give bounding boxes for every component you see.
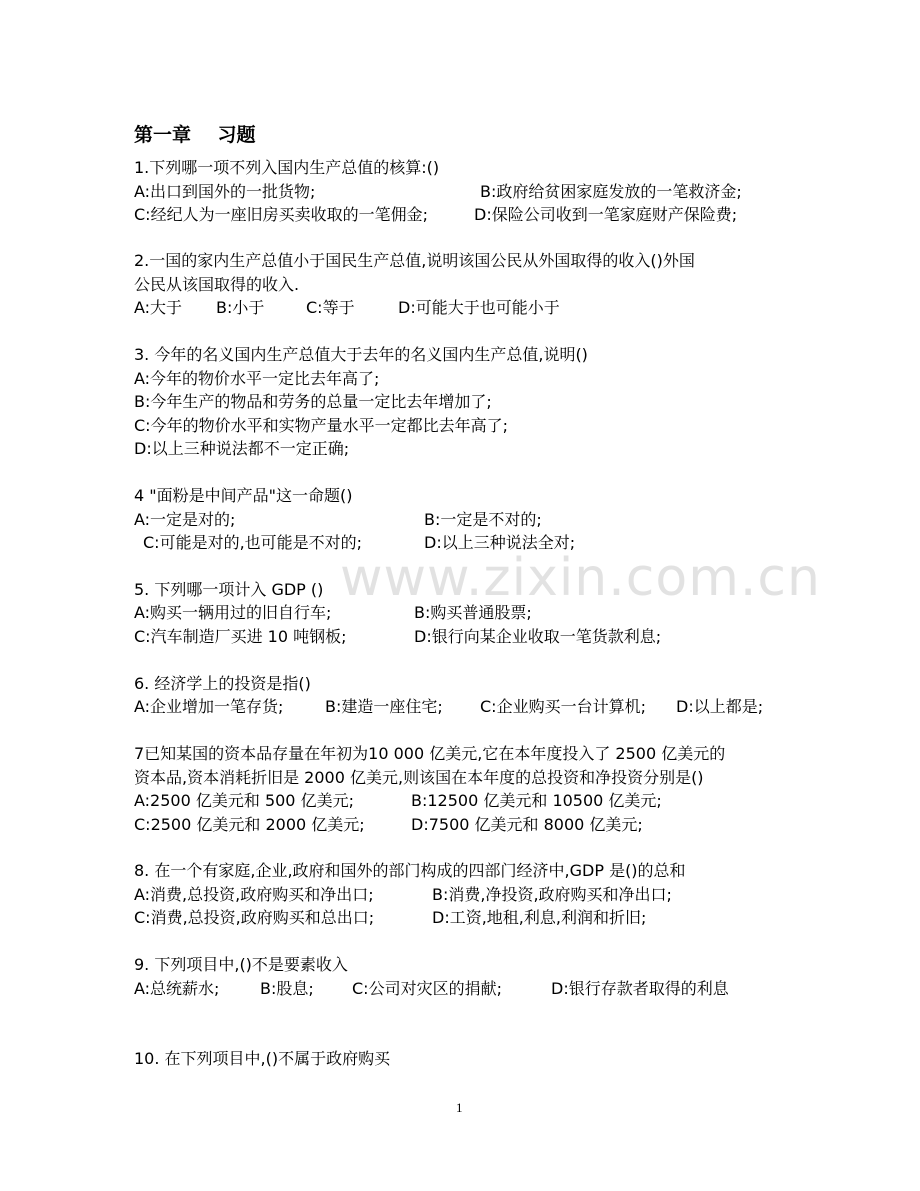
question-2-stem-line-1: 2.一国的家内生产总值小于国民生产总值,说明该国公民从外国取得的收入()外国 — [134, 251, 695, 270]
question-5-option-c: C:汽车制造厂买进 10 吨钢板; — [134, 627, 347, 646]
watermark: www.zixin.com.cn — [340, 548, 821, 608]
question-5-stem: 5. 下列哪一项计入 GDP () — [134, 580, 324, 599]
question-4-option-a: A:一定是对的; — [134, 510, 236, 529]
question-3-option-c: C:今年的物价水平和实物产量水平一定都比去年高了; — [134, 416, 508, 435]
question-1-option-c: C:经纪人为一座旧房买卖收取的一笔佣金; — [134, 205, 428, 224]
question-8-option-d: D:工资,地租,利息,利润和折旧; — [432, 908, 647, 927]
question-5-option-a: A:购买一辆用过的旧自行车; — [134, 603, 332, 622]
question-8-option-c: C:消费,总投资,政府购买和总出口; — [134, 908, 375, 927]
question-9-stem: 9. 下列项目中,()不是要素收入 — [134, 955, 348, 974]
question-2-option-a: A:大于 — [134, 298, 183, 317]
question-4-option-b: B:一定是不对的; — [424, 510, 542, 529]
question-2-option-b: B:小于 — [216, 298, 265, 317]
question-5-option-d: D:银行向某企业收取一笔货款利息; — [414, 627, 662, 646]
question-2-option-d: D:可能大于也可能小于 — [398, 298, 560, 317]
page-number: 1 — [456, 1100, 463, 1115]
question-1-option-a: A:出口到国外的一批货物; — [134, 182, 316, 201]
question-3-stem: 3. 今年的名义国内生产总值大于去年的名义国内生产总值,说明() — [134, 345, 588, 364]
question-7-option-a: A:2500 亿美元和 500 亿美元; — [134, 791, 354, 810]
question-7-stem-line-1: 7已知某国的资本品存量在年初为10 000 亿美元,它在本年度投入了 2500 亿美元的 — [134, 744, 726, 763]
question-7-option-c: C:2500 亿美元和 2000 亿美元; — [134, 815, 365, 834]
question-8-option-a: A:消费,总投资,政府购买和净出口; — [134, 885, 374, 904]
question-5-option-b: B:购买普通股票; — [414, 603, 532, 622]
question-9-option-a: A:总统薪水; — [134, 979, 220, 998]
question-3-option-a: A:今年的物价水平一定比去年高了; — [134, 369, 380, 388]
question-3-option-d: D:以上三种说法都不一定正确; — [134, 439, 350, 458]
question-7-stem-line-2: 资本品,资本消耗折旧是 2000 亿美元,则该国在本年度的总投资和净投资分别是() — [134, 768, 704, 787]
question-7-option-b: B:12500 亿美元和 10500 亿美元; — [411, 791, 662, 810]
question-6-option-a: A:企业增加一笔存货; — [134, 697, 284, 716]
question-9-option-c: C:公司对灾区的捐献; — [352, 979, 502, 998]
question-1-option-b: B:政府给贫困家庭发放的一笔救济金; — [480, 182, 742, 201]
question-4-option-d: D:以上三种说法全对; — [424, 533, 576, 552]
question-4-option-c: C:可能是对的,也可能是不对的; — [143, 533, 363, 552]
question-7-option-d: D:7500 亿美元和 8000 亿美元; — [411, 815, 643, 834]
question-9-option-d: D:银行存款者取得的利息 — [551, 979, 729, 998]
chapter-title: 第一章 习题 — [134, 124, 256, 146]
question-10-stem: 10. 在下列项目中,()不属于政府购买 — [134, 1049, 391, 1068]
question-6-option-d: D:以上都是; — [676, 697, 764, 716]
question-8-option-b: B:消费,净投资,政府购买和净出口; — [432, 885, 672, 904]
question-6-option-c: C:企业购买一台计算机; — [480, 697, 646, 716]
question-6-option-b: B:建造一座住宅; — [325, 697, 443, 716]
question-6-stem: 6. 经济学上的投资是指() — [134, 674, 311, 693]
question-1-stem: 1.下列哪一项不列入国内生产总值的核算:() — [134, 158, 440, 177]
question-4-stem: 4 "面粉是中间产品"这一命题() — [134, 486, 353, 505]
question-2-option-c: C:等于 — [306, 298, 355, 317]
question-9-option-b: B:股息; — [260, 979, 314, 998]
question-3-option-b: B:今年生产的物品和劳务的总量一定比去年增加了; — [134, 392, 492, 411]
question-1-option-d: D:保险公司收到一笔家庭财产保险费; — [474, 205, 738, 224]
question-2-stem-line-2: 公民从该国取得的收入. — [134, 275, 300, 294]
question-8-stem: 8. 在一个有家庭,企业,政府和国外的部门构成的四部门经济中,GDP 是()的总和 — [134, 861, 686, 880]
